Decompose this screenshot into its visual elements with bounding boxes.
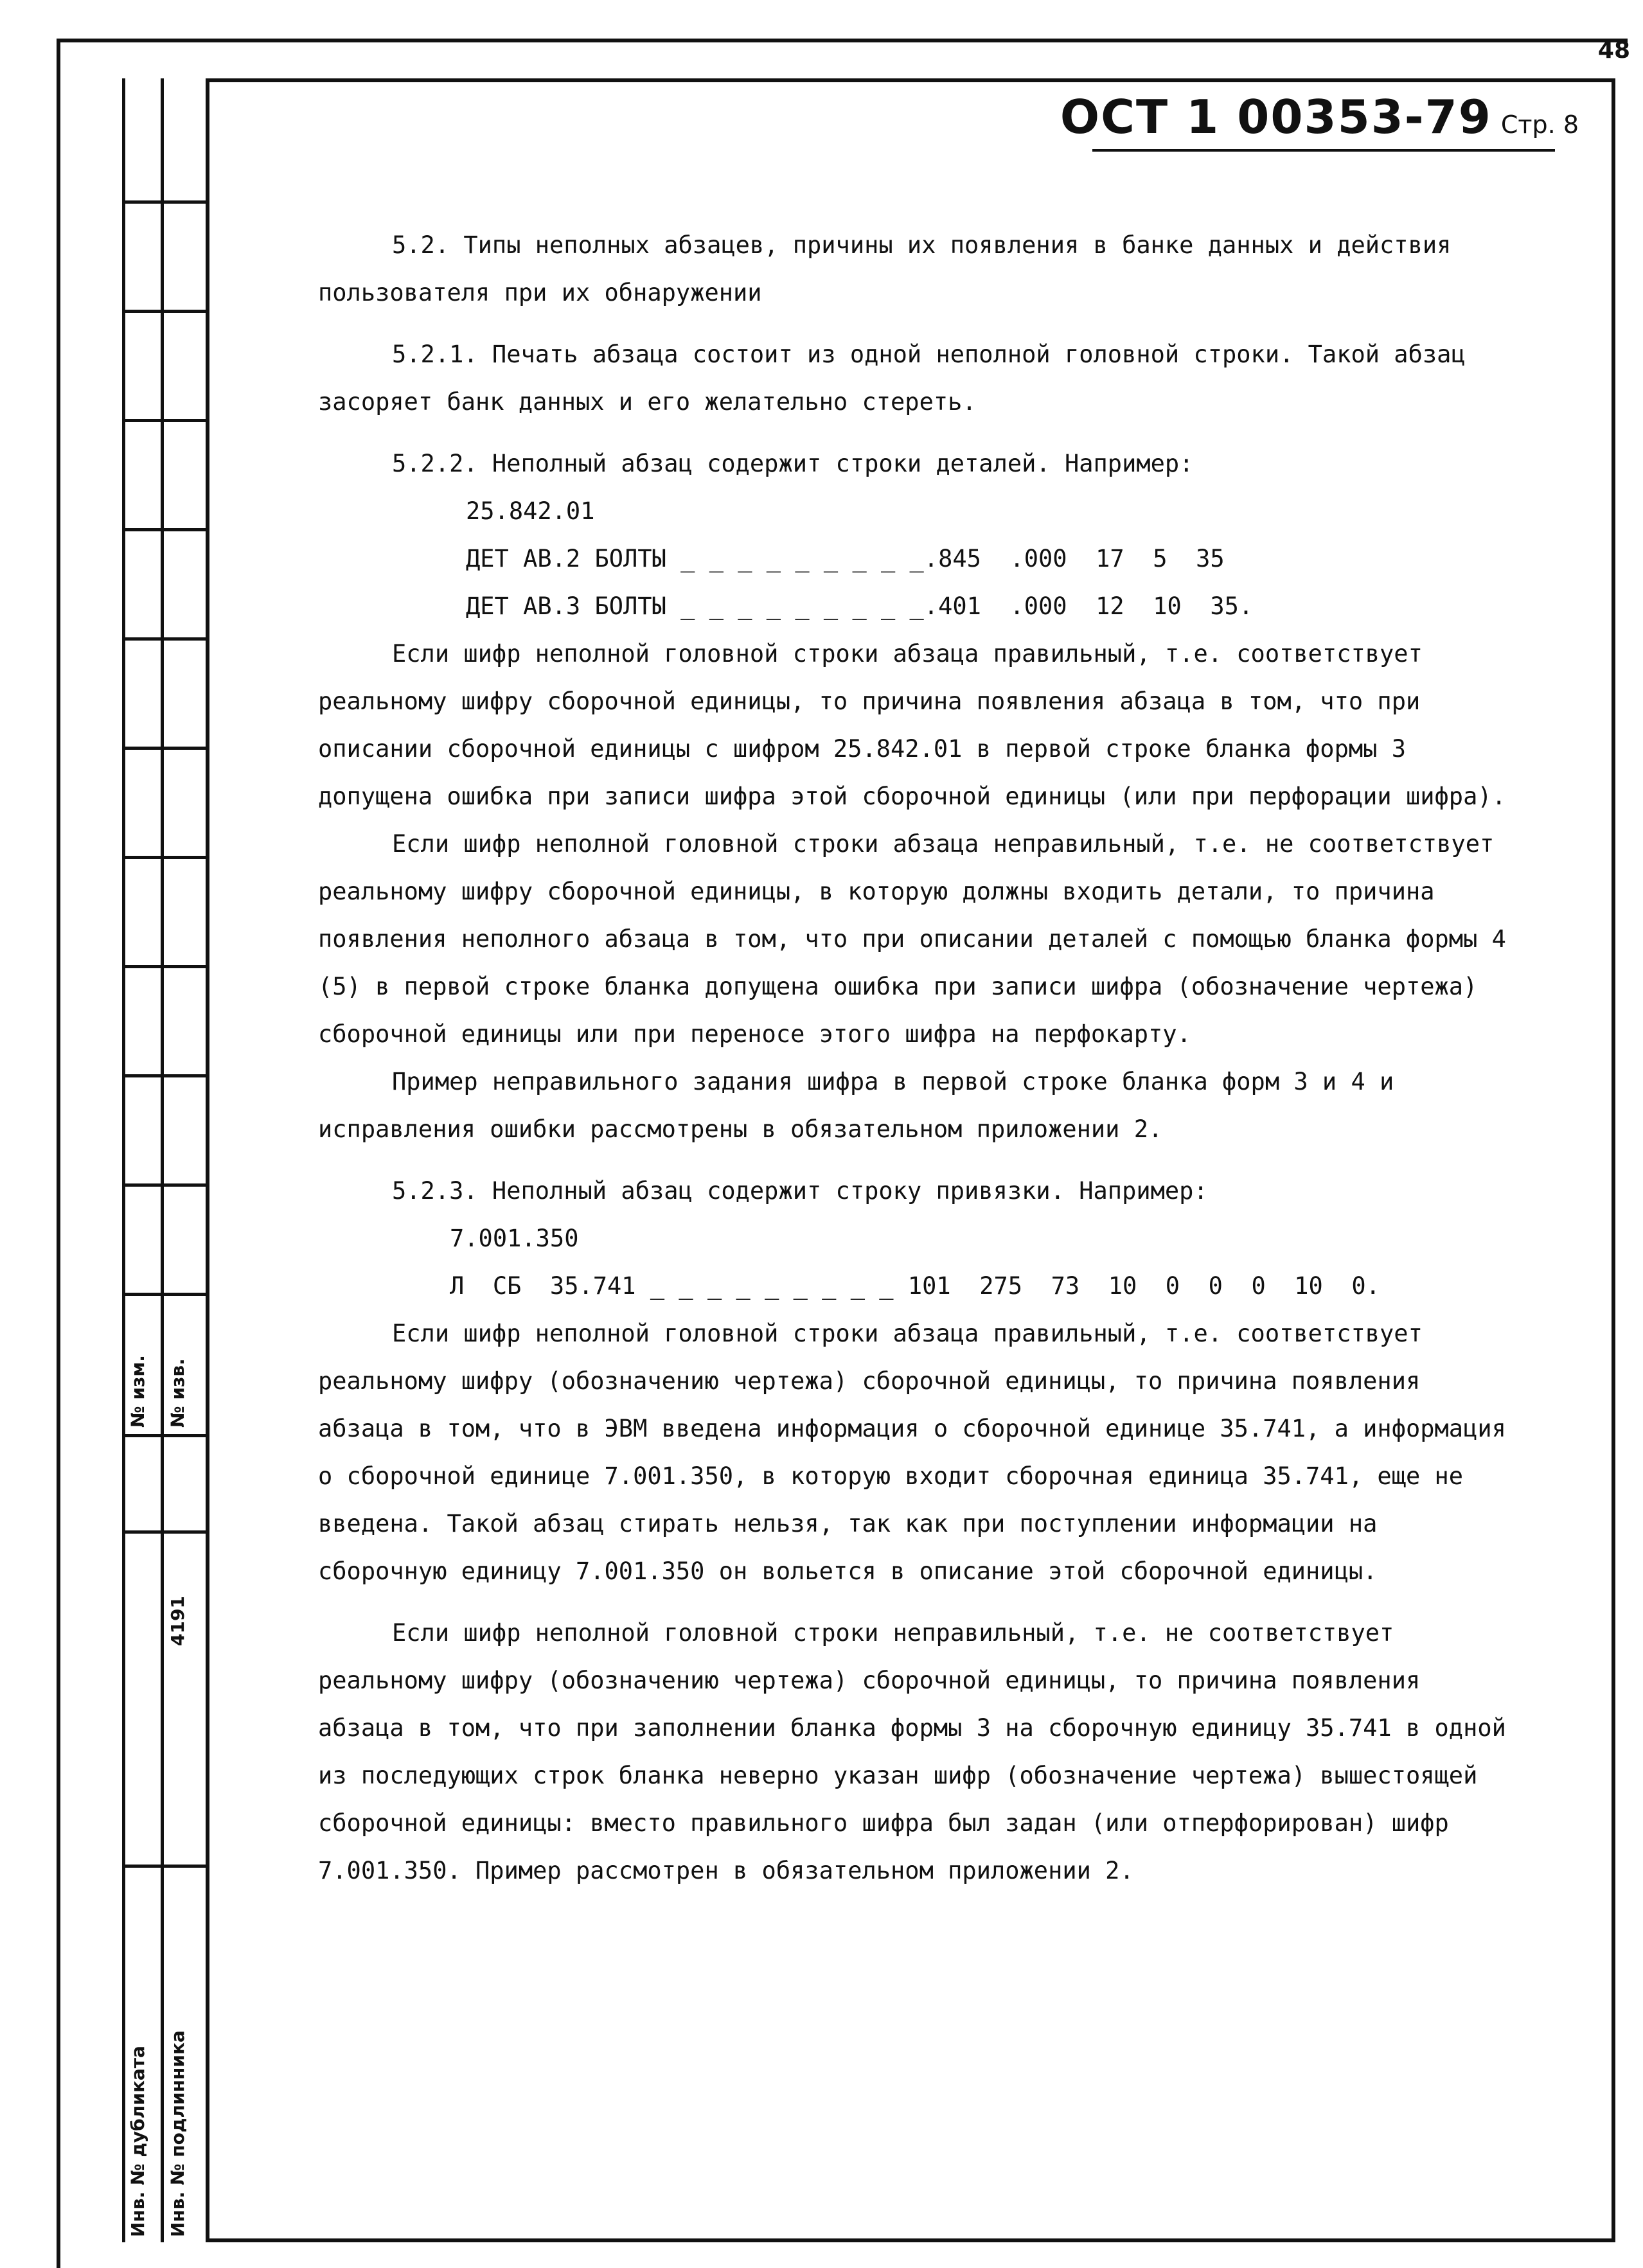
paragraph: Если шифр неполной головной строки абзаца неправильный, т.е. не соответствует реальному шифру сборочной единицы, в которую должны входить детали, то причина появления неполного абзаца в том, что при описании деталей с помощью бланка формы 4 (5) в первой строке бланка допущена ошибка при записи шифра (обозначение чертежа) сборочной единицы или при переносе этого шифра на перфокарту.: [318, 830, 1506, 1048]
code-line: 25.842.01: [466, 497, 595, 525]
strip-line: [122, 419, 206, 422]
strip-line: [122, 965, 206, 968]
strip-line: [122, 1074, 206, 1077]
strip-line: [122, 200, 206, 204]
paragraph: Если шифр неполной головной строки неправильный, т.е. не соответствует реальному шифру (обозначению чертежа) сборочной единицы, то причина появления абзаца в том, что при заполнении бланка формы 3 на сборочную единицу 35.741 в одной из последующих строк бланка неверно указан шифр (обозначение чертежа) вышестоящей сборочной единицы: вместо правильного шифра был задан (или отперфорирован) шифр 7.001.350. Пример рассмотрен в обязательном приложении 2.: [318, 1619, 1506, 1884]
header-underline: [1092, 149, 1555, 152]
strip-line: [122, 637, 206, 641]
standard-code: ОСТ 1 00353-79: [1060, 90, 1492, 144]
paragraph: 5.2.2. Неполный абзац содержит строки деталей. Например:: [392, 450, 1194, 477]
paragraph: 5.2.3. Неполный абзац содержит строку привязки. Например:: [392, 1177, 1208, 1205]
paragraph: Пример неправильного задания шифра в первой строке бланка форм 3 и 4 и исправления ошибки рассмотрены в обязательном приложении 2.: [318, 1068, 1394, 1143]
strip-line: [122, 1530, 206, 1534]
strip-line: [161, 78, 164, 2242]
number-label: 4191: [167, 1596, 188, 1646]
strip-line: [122, 1865, 206, 1868]
change-no-label: № изм.: [127, 1355, 148, 1428]
notice-no-label: № изв.: [167, 1358, 188, 1428]
document-body: [318, 222, 1520, 1895]
strip-line: [122, 310, 206, 313]
paragraph: 5.2. Типы неполных абзацев, причины их появления в банке данных и действия пользователя при их обнаружении: [318, 231, 1452, 306]
side-stamp-strip: [122, 78, 206, 2242]
code-line: 7.001.350: [450, 1225, 579, 1252]
dup-inv-label: Инв. № дубликата: [127, 2046, 148, 2237]
strip-line: [122, 78, 125, 2242]
strip-line: [122, 528, 206, 531]
strip-line: [122, 1183, 206, 1187]
strip-line: [122, 1434, 206, 1437]
code-line: ДЕТ АВ.3 БОЛТЫ _ _ _ _ _ _ _ _ _.401 .000 12 10 35.: [466, 592, 1254, 620]
strip-line: [122, 747, 206, 750]
paragraph: Если шифр неполной головной строки абзаца правильный, т.е. соответствует реальному шифру сборочной единицы, то причина появления абзаца в том, что при описании сборочной единицы с шифром 25.842.01 в первой строке бланка формы 3 допущена ошибка при записи шифра этой сборочной единицы (или при перфорации шифра).: [318, 640, 1506, 810]
orig-inv-label: Инв. № подлинника: [167, 2030, 188, 2237]
page-header: [1060, 90, 1579, 144]
strip-line: [122, 1293, 206, 1296]
page-label: Стр. 8: [1500, 111, 1579, 139]
paragraph: 5.2.1. Печать абзаца состоит из одной неполной головной строки. Такой абзац засоряет банк данных и его желательно стереть.: [318, 341, 1466, 416]
code-line: Л СБ 35.741 _ _ _ _ _ _ _ _ _ 101 275 73 10 0 0 0 10 0.: [450, 1272, 1380, 1300]
paragraph: Если шифр неполной головной строки абзаца правильный, т.е. соответствует реальному шифру (обозначению чертежа) сборочной единицы, то причина появления абзаца в том, что в ЭВМ введена информация о сборочной единице 35.741, а информация о сборочной единице 7.001.350, в которую входит сборочная единица 35.741, еще не введена. Такой абзац стирать нельзя, так как при поступлении информации на сборочную единицу 7.001.350 он вольется в описание этой сборочной единицы.: [318, 1320, 1506, 1585]
strip-line: [122, 856, 206, 859]
code-line: ДЕТ АВ.2 БОЛТЫ _ _ _ _ _ _ _ _ _.845 .000 17 5 35: [466, 545, 1225, 572]
sheet-number: 48: [1597, 37, 1630, 64]
